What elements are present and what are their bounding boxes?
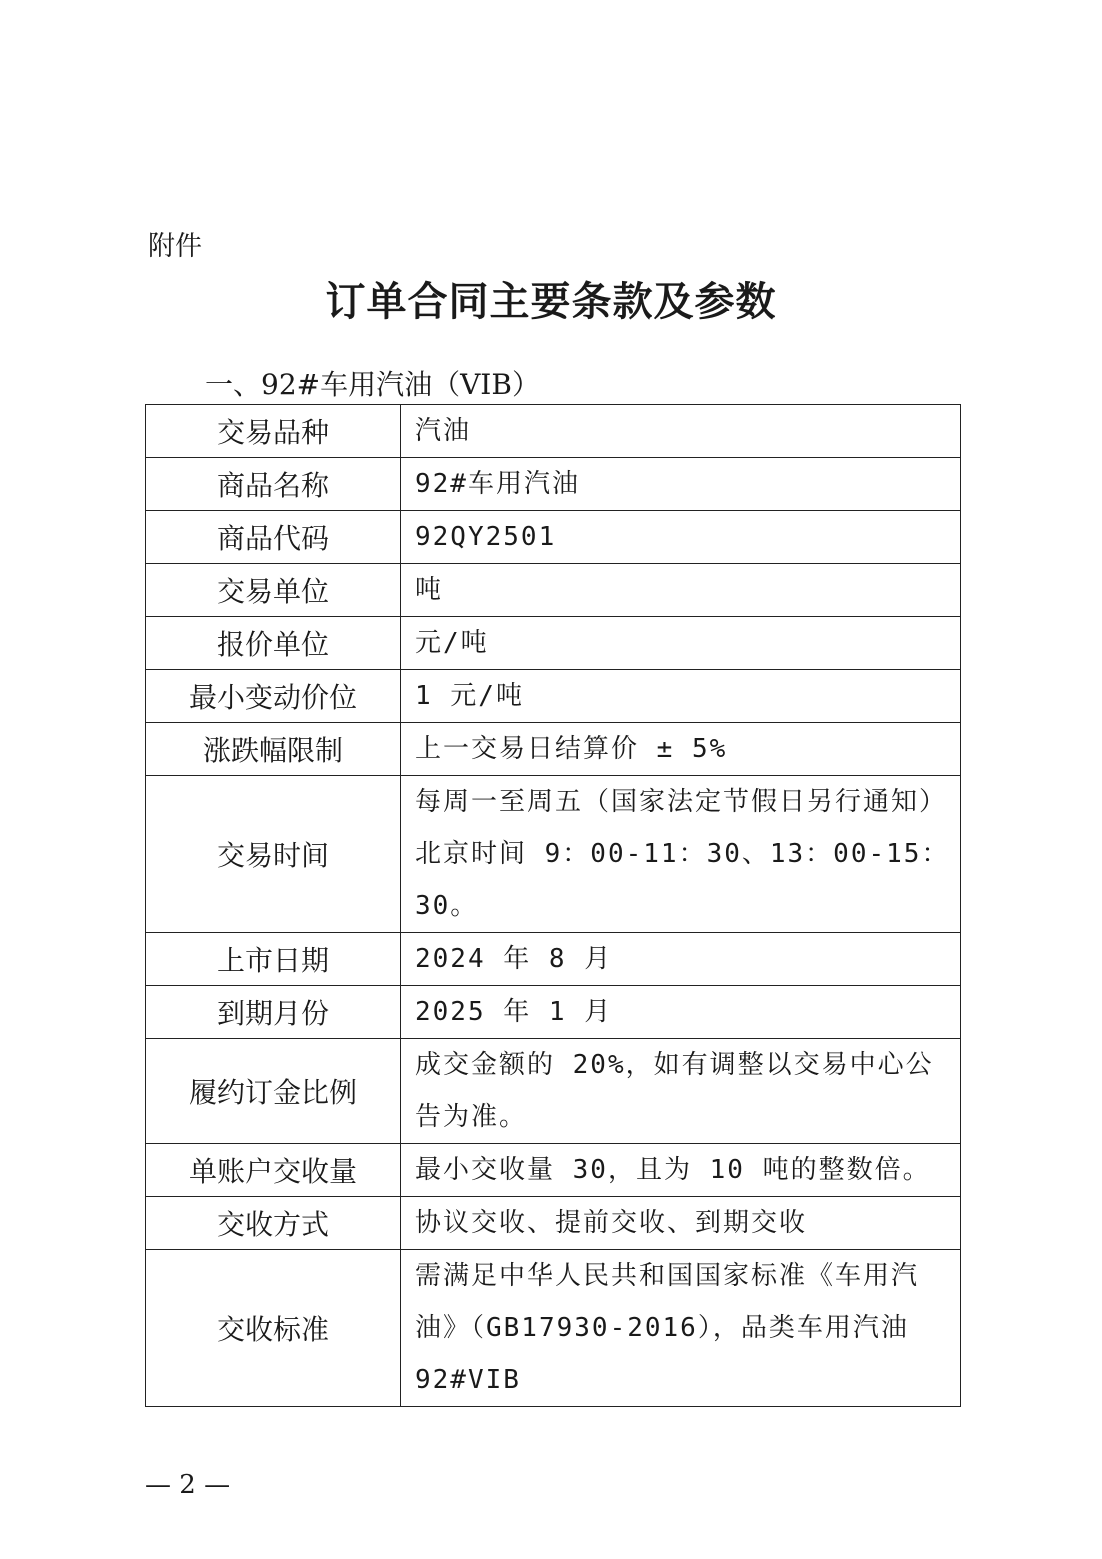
row-value: 上一交易日结算价 ± 5%	[401, 723, 961, 776]
row-label: 履约订金比例	[146, 1039, 401, 1144]
table-row	[146, 1250, 961, 1407]
row-value-line: 告为准。	[415, 1102, 528, 1132]
attachment-label: 附件	[148, 231, 202, 262]
table-row	[146, 617, 961, 670]
table-row	[146, 1197, 961, 1250]
row-value	[401, 1250, 961, 1407]
row-value: 吨	[401, 564, 961, 617]
row-label: 单账户交收量	[146, 1144, 401, 1197]
row-label: 交易时间	[146, 776, 401, 933]
row-label: 上市日期	[146, 933, 401, 986]
row-value	[401, 776, 961, 933]
row-value: 元/吨	[401, 617, 961, 670]
parameters-table	[145, 404, 961, 1407]
row-value: 最小交收量 30，且为 10 吨的整数倍。	[401, 1144, 961, 1197]
table-row	[146, 1144, 961, 1197]
row-value: 92QY2501	[401, 511, 961, 564]
document-title: 订单合同主要条款及参数	[325, 279, 777, 325]
row-label: 交易单位	[146, 564, 401, 617]
row-value: 92#车用汽油	[401, 458, 961, 511]
table-row	[146, 405, 961, 458]
row-value: 汽油	[401, 405, 961, 458]
row-label: 涨跌幅限制	[146, 723, 401, 776]
table-row	[146, 776, 961, 933]
table-row	[146, 986, 961, 1039]
row-value	[401, 1039, 961, 1144]
row-value-line: 成交金额的 20%，如有调整以交易中心公	[415, 1050, 934, 1080]
row-label: 商品代码	[146, 511, 401, 564]
section-heading: 一、92#车用汽油（VIB）	[205, 368, 540, 401]
table-row	[146, 511, 961, 564]
row-value-line: 需满足中华人民共和国国家标准《车用汽	[415, 1261, 920, 1291]
table-row	[146, 723, 961, 776]
table-row	[146, 670, 961, 723]
table-row	[146, 458, 961, 511]
page-number: — 2 —	[145, 1470, 231, 1500]
row-label: 商品名称	[146, 458, 401, 511]
row-label: 最小变动价位	[146, 670, 401, 723]
row-label: 交收标准	[146, 1250, 401, 1407]
row-label: 交收方式	[146, 1197, 401, 1250]
row-label: 交易品种	[146, 405, 401, 458]
row-label: 报价单位	[146, 617, 401, 670]
row-value-line: 北京时间 9：00-11：30、13：00-15：30。	[415, 839, 950, 921]
table-row	[146, 933, 961, 986]
row-value-line: 油》（GB17930-2016），品类车用汽油 92#VIB	[415, 1313, 909, 1395]
row-value: 2024 年 8 月	[401, 933, 961, 986]
row-value: 1 元/吨	[401, 670, 961, 723]
row-label: 到期月份	[146, 986, 401, 1039]
table-row	[146, 564, 961, 617]
table-row	[146, 1039, 961, 1144]
row-value: 协议交收、提前交收、到期交收	[401, 1197, 961, 1250]
row-value-line: 每周一至周五（国家法定节假日另行通知）	[415, 787, 948, 817]
row-value: 2025 年 1 月	[401, 986, 961, 1039]
